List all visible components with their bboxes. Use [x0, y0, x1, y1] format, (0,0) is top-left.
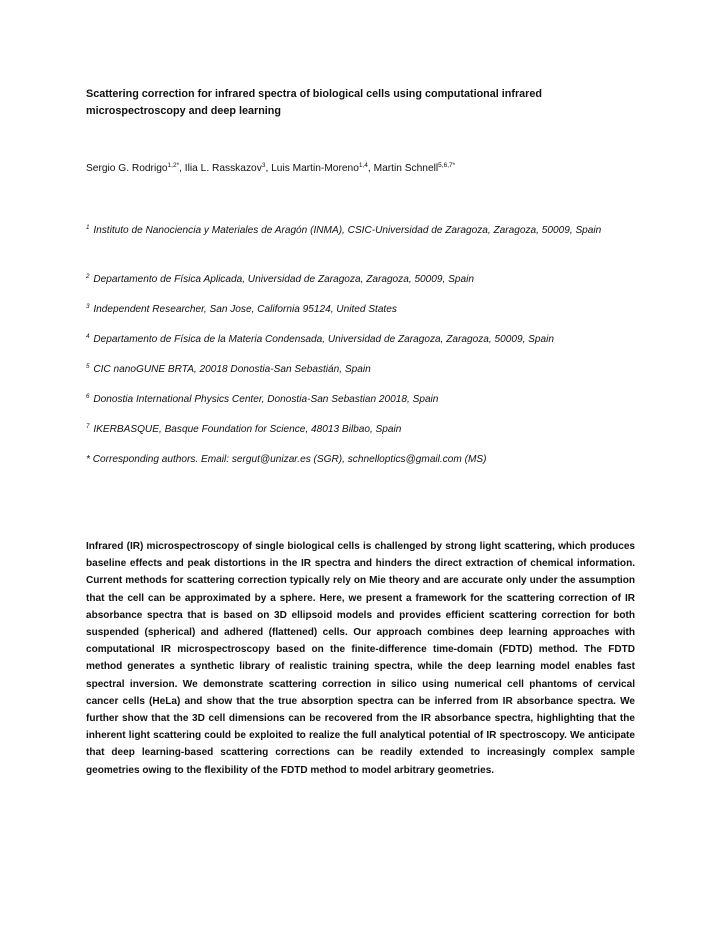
author	[271, 163, 373, 174]
affiliation-mark: 5	[86, 363, 90, 370]
author-separator: ,	[179, 163, 185, 174]
affiliation	[86, 361, 638, 378]
author	[374, 163, 456, 174]
author-name: Martin Schnell	[373, 163, 439, 174]
affiliation-text: Donostia International Physics Center, Donostia-San Sebastian 20018, Spain	[93, 394, 439, 405]
affiliation-text: CIC nanoGUNE BRTA, 20018 Donostia-San Sebastián, Spain	[93, 364, 371, 375]
corresponding-authors-note	[86, 451, 638, 468]
affiliation-text: IKERBASQUE, Basque Foundation for Science, 48013 Bilbao, Spain	[93, 424, 402, 435]
affiliation-mark: 3	[86, 303, 90, 310]
author-separator: ,	[367, 163, 374, 174]
affiliation	[86, 421, 638, 438]
affiliation-mark: 7	[86, 423, 90, 430]
author-affiliation-mark: 1,4	[358, 162, 368, 169]
author-affiliation-mark: 3	[261, 162, 266, 169]
affiliation-mark: 1	[86, 224, 90, 231]
affiliation-mark: 6	[86, 393, 90, 400]
author-name: Ilia L. Rasskazov	[184, 163, 262, 174]
affiliation	[86, 391, 638, 408]
author-separator: ,	[265, 163, 272, 174]
author	[185, 163, 271, 174]
affiliation	[86, 331, 638, 348]
affiliation	[86, 222, 638, 239]
affiliation-text: Departamento de Física de la Materia Condensada, Universidad de Zaragoza, Zaragoza, 50009, Spain	[93, 334, 554, 345]
affiliation-text: Independent Researcher, San Jose, California 95124, United States	[93, 304, 397, 315]
affiliation-text: Departamento de Física Aplicada, Universidad de Zaragoza, Zaragoza, 50009, Spain	[93, 274, 474, 285]
abstract: Infrared (IR) microspectroscopy of single biological cells is challenged by strong light scattering, which produces baseline effects and peak distortions in the IR spectra and hinders the direct extraction of chemical information. Current methods for scattering correction typically rely on Mie theory and are accurate only under the assumption that the cell can be approximated by a sphere. Here, we present a framework for the scattering correction of IR absorbance spectra that is based on 3D ellipsoid models and provides efficient scattering correction for both suspended (spherical) and adhered (flattened) cells. Our approach combines deep learning approaches with computational IR microspectroscopy based on the finite-difference time-domain (FDTD) method. The FDTD method generates a synthetic library of realistic training spectra, while the deep learning model enables fast spectral inversion. We demonstrate scattering correction in silico using numerical cell phantoms of cervical cancer cells (HeLa) and show that the true absorption spectra can be inferred from IR absorbance spectra. We further show that the 3D cell dimensions can be recovered from the IR absorbance spectra, highlighting that the inherent light scattering could be exploited to realize the full analytical potential of IR spectroscopy. We anticipate that deep learning-based scattering corrections can be readily extended to increasingly complex sample geometries owing to the flexibility of the FDTD method to model arbitrary geometries.	[86, 541, 635, 776]
paper-title: Scattering correction for infrared spectra of biological cells using computational infrared microspectroscopy and deep learning	[86, 88, 542, 117]
author-name: Luis Martin-Moreno	[271, 163, 359, 174]
author	[86, 163, 185, 174]
author-list	[86, 162, 455, 176]
affiliation-text: Instituto de Nanociencia y Materiales de Aragón (INMA), CSIC-Universidad de Zaragoza, Zaragoza, 50009, Spain	[93, 225, 602, 236]
affiliation-mark: 2	[86, 273, 90, 280]
affiliation	[86, 301, 638, 318]
affiliation	[86, 271, 638, 288]
author-name: Sergio G. Rodrigo	[86, 163, 168, 174]
corresponding-authors-text: * Corresponding authors. Email: sergut@unizar.es (SGR), schnelloptics@gmail.com (MS)	[86, 454, 487, 465]
affiliation-mark: 4	[86, 333, 90, 340]
author-affiliation-mark: 5,6,7*	[438, 162, 456, 169]
author-affiliation-mark: 1,2*	[167, 162, 180, 169]
